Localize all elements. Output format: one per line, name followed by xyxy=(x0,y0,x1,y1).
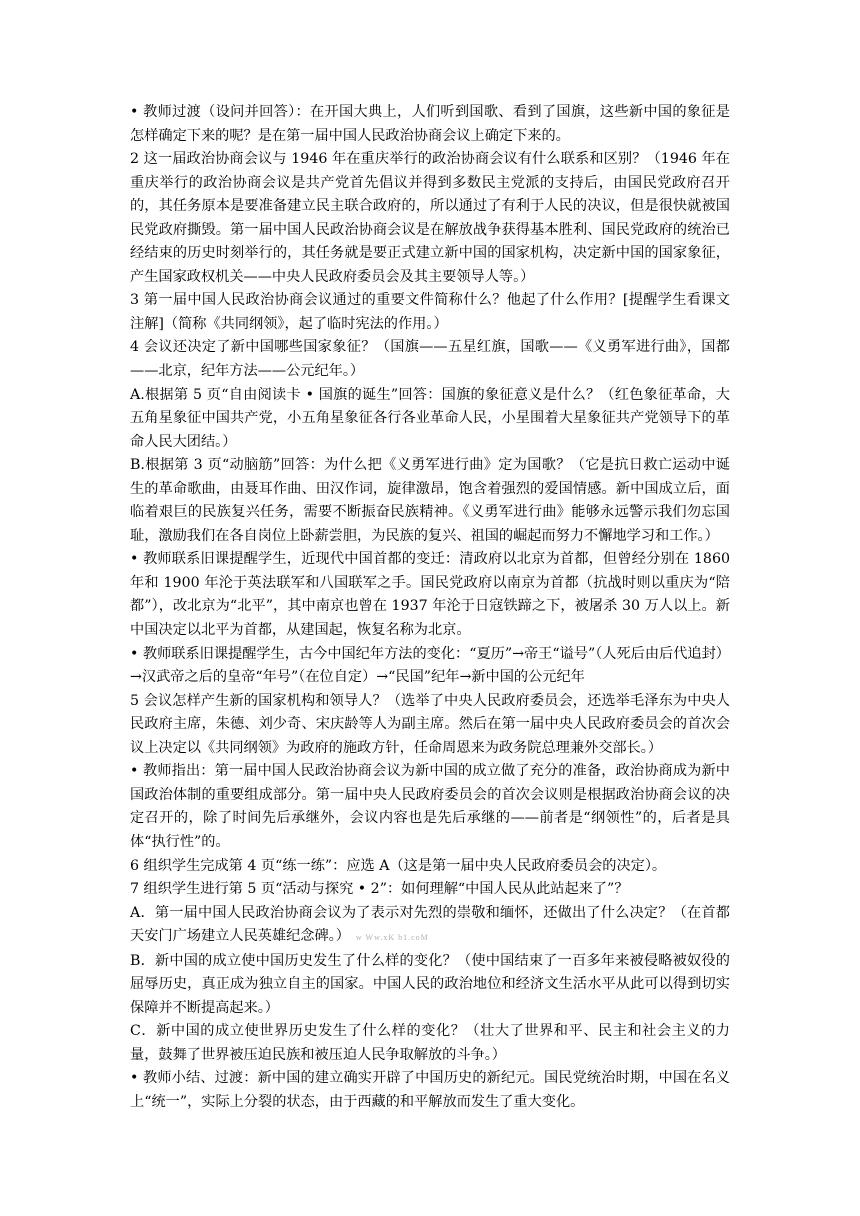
paragraph-question-7b: B．新中国的成立使中国历史发生了什么样的变化？（使中国结束了一百多年来被侵略被奴役的屈辱历史，真正成为独立自主的国家。中国人民的政治地位和经济文生活水平从此可以得到切实保障并不断提高起来。） xyxy=(130,952,730,1016)
paragraph-question-7a xyxy=(130,902,730,950)
paragraph-question-2: 2 这一届政治协商会议与 1946 年在重庆举行的政治协商会议有什么联系和区别？（1946 年在重庆举行的政治协商会议是共产党首先倡议并得到多数民主党派的支持后，由国民党政府召开的，其任务原本是要准备建立民主联合政府的，所以通过了有利于人民的决议，但是很快就被国民党政府撕毁。第一届中国人民政治协商会议是在解放战争获得基本胜利、国民党政府的统治已经结束的历史时刻举行的，其任务就是要正式建立新中国的国家机构，决定新中国的国家象征，产生国家政权机关——中央人民政府委员会及其主要领导人等。） xyxy=(130,151,730,285)
paragraph-question-7c: C．新中国的成立使世界历史发生了什么样的变化？（壮大了世界和平、民主和社会主义的力量，鼓舞了世界被压迫民族和被压迫人民争取解放的斗争。） xyxy=(130,1023,730,1063)
watermark-text: w Ww.xK b1.coM xyxy=(355,933,429,943)
paragraph-question-3: 3 第一届中国人民政治协商会议通过的重要文件简称什么？他起了什么作用？[提醒学生看课文注解]（简称《共同纲领》，起了临时宪法的作用。） xyxy=(130,292,730,332)
paragraph-teacher-notes: • 教师指出：第一届中国人民政治协商会议为新中国的成立做了充分的准备，政治协商成为新中国政治体制的重要组成部分。第一届中央人民政府委员会的首次会议则是根据政治协商会议的决定召开的，除了时间先后承继外，会议内容也是先后承继的——前者是“纲领性”的，后者是具体“执行性”的。 xyxy=(130,763,730,850)
paragraph-calendar-changes: • 教师联系旧课提醒学生，古今中国纪年方法的变化：“夏历”→帝王“谥号”（人死后由后代追封）→汉武帝之后的皇帝“年号”（在位自定）→“民国”纪年→新中国的公元纪年 xyxy=(130,645,730,686)
paragraph-question-4: 4 会议还决定了新中国哪些国家象征？（国旗——五星红旗，国歌——《义勇军进行曲》，国都——北京，纪年方法——公元纪年。） xyxy=(130,339,730,380)
paragraph-question-5: 5 会议怎样产生新的国家机构和领导人？（选举了中央人民政府委员会，还选举毛泽东为中央人民政府主席，朱德、刘少奇、宋庆龄等人为副主席。然后在第一届中央人民政府委员会的首次会议上决定以《共同纲领》为政府的施政方针，任命周恩来为政务院总理兼外交部长。） xyxy=(130,692,730,756)
paragraph-teacher-transition: • 教师过渡（设问并回答）：在开国大典上，人们听到国歌、看到了国旗，这些新中国的象征是怎样确定下来的呢？是在第一届中国人民政治协商会议上确定下来的。 xyxy=(130,104,730,144)
paragraph-question-4a: A.根据第 5 页“自由阅读卡 • 国旗的诞生”回答：国旗的象征意义是什么？（红色象征革命，大五角星象征中国共产党，小五角星象征各行各业革命人民，小星围着大星象征共产党领导下的革命人民大团结。） xyxy=(130,386,730,450)
paragraph-question-7a-text: A．第一届中国人民政治协商会议为了表示对先烈的崇敬和缅怀，还做出了什么决定？（在首都天安门广场建立人民英雄纪念碑。） xyxy=(130,904,730,945)
paragraph-question-6: 6 组织学生完成第 4 页“练一练”：应选 A（这是第一届中央人民政府委员会的决定）。 xyxy=(130,857,667,874)
paragraph-question-4b: B.根据第 3 页“动脑筋”回答：为什么把《义勇军进行曲》定为国歌？（它是抗日救亡运动中诞生的革命歌曲，由聂耳作曲、田汉作词，旋律激昂，饱含着强烈的爱国情感。新中国成立后，面临着艰巨的民族复兴任务，需要不断振奋民族精神。《义勇军进行曲》能够永远警示我们勿忘国耻，激励我们在各自岗位上卧薪尝胆，为民族的复兴、祖国的崛起而努力不懈地学习和工作。） xyxy=(130,457,730,544)
paragraph-capital-changes: • 教师联系旧课提醒学生，近现代中国首都的变迁：清政府以北京为首都，但曾经分别在 1860 年和 1900 年沦于英法联军和八国联军之手。国民党政府以南京为首都（抗战时则以重庆为“陪都”），改北京为“北平”，其中南京也曾在 1937 年沦于日寇铁蹄之下，被屠杀 30 万人以上。新中国决定以北平为首都，从建国起，恢复名称为北京。 xyxy=(130,551,730,639)
paragraph-teacher-summary: • 教师小结、过渡：新中国的建立确实开辟了中国历史的新纪元。国民党统治时期，中国在名义上“统一”，实际上分裂的状态，由于西藏的和平解放而发生了重大变化。 xyxy=(130,1070,730,1110)
paragraph-question-7: 7 组织学生进行第 5 页“活动与探究 • 2”：如何理解“中国人民从此站起来了”？ xyxy=(130,881,629,898)
document-page xyxy=(130,101,730,1115)
